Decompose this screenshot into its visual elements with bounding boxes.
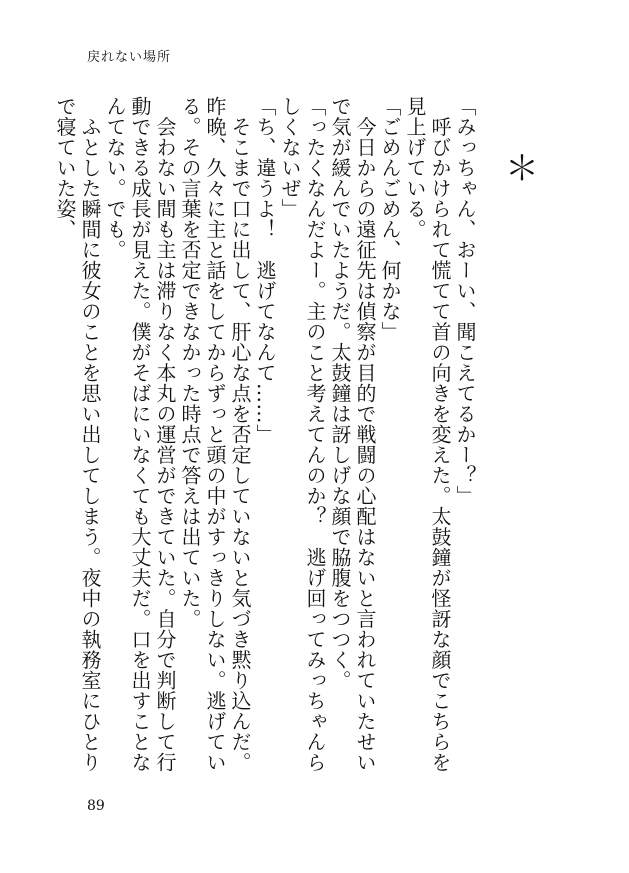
- page-number: 89: [87, 798, 105, 814]
- running-header: 戻れない場所: [87, 50, 172, 65]
- paragraph: 会わない間も主は滞りなく本丸の運営ができていた。自分で判断して行動できる成長が見えた。僕がそばにいなくても大丈夫だ。口を出すことなんてない。でも。: [103, 96, 177, 773]
- paragraph: 「みっちゃん、おーい、聞こえてるかー？」: [453, 96, 477, 506]
- paragraph: 「ったくなんだよー。主のこと考えてんのか？ 逃げ回ってみっちゃんらしくないぜ」: [278, 96, 327, 773]
- paragraph: 「ち、違うよ！ 逃げてなんて……」: [253, 96, 277, 445]
- paragraph: 今日からの遠征先は偵察が目的で戦闘の心配はないと言われていたせいで気が緩んでいたようだ。太鼓鐘は訝しげな顔で脇腹をつつく。: [328, 96, 377, 773]
- paragraph: ふとした瞬間に彼女のことを思い出してしまう。夜中の執務室にひとりで寝ていた姿、: [53, 96, 102, 773]
- paragraph: そこまで口に出して、肝心な点を否定していないと気づき黙り込んだ。昨晩、久々に主と話をしてからずっと頭の中がすっきりしない。逃げている。その言葉を否定できなかった時点で答えは出ていた。: [178, 96, 252, 773]
- paragraph: 「ごめんごめん、何かな」: [378, 96, 402, 342]
- paragraph: 呼びかけられて慌てて首の向きを変えた。太鼓鐘が怪訝な顔でこちらを見上げている。: [403, 96, 452, 773]
- vertical-body-text: [53, 96, 477, 776]
- section-break-asterisk: ＊: [505, 149, 539, 189]
